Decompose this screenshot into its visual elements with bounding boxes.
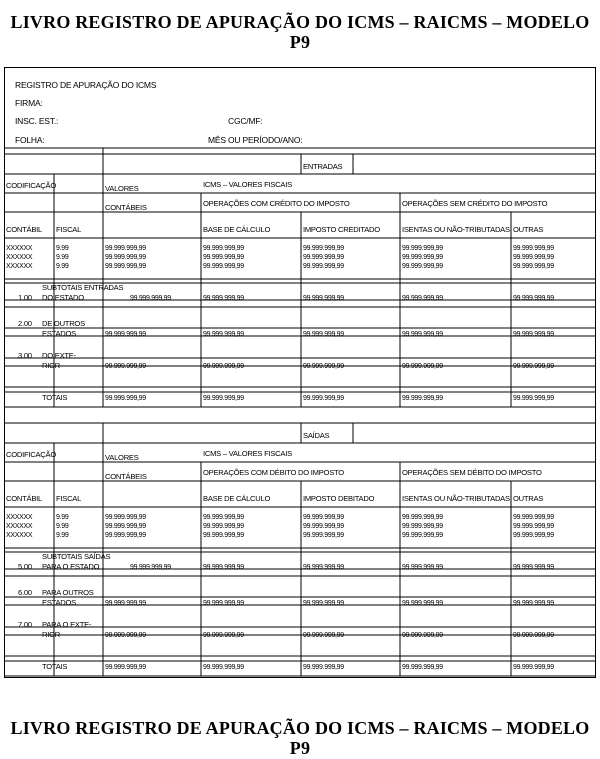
entradas-subtotal-isentas: 99.999.999,99	[402, 331, 443, 338]
entradas-contabeis-label: CONTÁBEIS	[105, 203, 147, 212]
entradas-subtotal-label: ESTADOS	[42, 329, 76, 338]
entradas-row-outras: 99.999.999,99	[513, 263, 554, 270]
cgc-label: CGC/MF:	[228, 116, 263, 126]
saidas-contabeis-label: CONTÁBEIS	[105, 472, 147, 481]
saidas-section-title: SAÍDAS	[303, 431, 330, 440]
saidas-row-outras: 99.999.999,99	[513, 523, 554, 530]
saidas-row-code: XXXXXX	[6, 532, 33, 539]
entradas-subtotal-label: DE OUTROS	[42, 319, 85, 328]
saidas-subtotal-label: RIOR	[42, 630, 60, 639]
entradas-row-base: 99.999.999,99	[203, 254, 244, 261]
saidas-subtotal-valores: 99.999.999,99	[105, 632, 146, 639]
entradas-subtotal-outras: 99.999.999,99	[513, 331, 554, 338]
footer-title-line1: LIVRO REGISTRO DE APURAÇÃO DO ICMS – RAICMS – MODELO	[10, 718, 590, 738]
entradas-subtotal-label: DO ESTADO	[42, 293, 84, 302]
entradas-subtotal-valores: 99.999.999,99	[105, 363, 146, 370]
entradas-subtotal-imposto: 99.999.999,99	[303, 295, 344, 302]
form-title: REGISTRO DE APURAÇÃO DO ICMS	[15, 80, 157, 90]
entradas-subtotal-outras: 99.999.999,99	[513, 295, 554, 302]
entradas-row-code: XXXXXX	[6, 263, 33, 270]
entradas-subtotal-isentas: 99.999.999,99	[402, 295, 443, 302]
entradas-row-isentas: 99.999.999,99	[402, 263, 443, 270]
saidas-contabil-header: CONTÁBIL	[6, 494, 42, 503]
saidas-total-imposto: 99.999.999,99	[303, 664, 344, 671]
entradas-row-code: XXXXXX	[6, 254, 33, 261]
saidas-subtotal-label: SUBTOTAIS SAÍDAS	[42, 552, 111, 561]
saidas-ops-com-label: OPERAÇÕES COM DÉBITO DO IMPOSTO	[203, 468, 344, 477]
saidas-row-base: 99.999.999,99	[203, 532, 244, 539]
insc-est-label: INSC. EST.:	[15, 116, 59, 126]
saidas-total-isentas: 99.999.999,99	[402, 664, 443, 671]
saidas-subtotal-code: 7.00	[18, 620, 32, 629]
entradas-row-isentas: 99.999.999,99	[402, 254, 443, 261]
entradas-row-imposto: 99.999.999,99	[303, 245, 344, 252]
saidas-row-outras: 99.999.999,99	[513, 514, 554, 521]
entradas-row-base: 99.999.999,99	[203, 245, 244, 252]
saidas-subtotal-valores: 99.999.999,99	[105, 600, 146, 607]
entradas-subtotal-imposto: 99.999.999,99	[303, 363, 344, 370]
saidas-row-outras: 99.999.999,99	[513, 532, 554, 539]
entradas-ops-sem-label: OPERAÇÕES SEM CRÉDITO DO IMPOSTO	[402, 199, 548, 208]
saidas-row-imposto: 99.999.999,99	[303, 532, 344, 539]
entradas-codificacao-label: CODIFICAÇÃO	[6, 181, 56, 190]
saidas-outras-header: OUTRAS	[513, 494, 544, 503]
mes-periodo-label: MÊS OU PERÍODO/ANO:	[208, 135, 303, 145]
entradas-subtotal-code: 2.00	[18, 319, 32, 328]
entradas-total-isentas: 99.999.999,99	[402, 395, 443, 402]
saidas-row-code: XXXXXX	[6, 523, 33, 530]
saidas-row-isentas: 99.999.999,99	[402, 514, 443, 521]
saidas-subtotal-outras: 99.999.999,99	[513, 632, 554, 639]
entradas-total-outras: 99.999.999,99	[513, 395, 554, 402]
saidas-subtotal-base: 99.999.999,99	[203, 564, 244, 571]
entradas-row-outras: 99.999.999,99	[513, 254, 554, 261]
entradas-subtotal-code: 1.00	[18, 293, 32, 302]
entradas-base-header: BASE DE CÁLCULO	[203, 225, 271, 234]
saidas-row-cfop: 9.99	[56, 514, 69, 521]
entradas-row-code: XXXXXX	[6, 245, 33, 252]
saidas-base-header: BASE DE CÁLCULO	[203, 494, 271, 503]
saidas-subtotal-outras: 99.999.999,99	[513, 564, 554, 571]
entradas-outras-header: OUTRAS	[513, 225, 544, 234]
entradas-row-imposto: 99.999.999,99	[303, 263, 344, 270]
saidas-subtotal-isentas: 99.999.999,99	[402, 632, 443, 639]
saidas-row-cfop: 9.99	[56, 523, 69, 530]
page-title-line1: LIVRO REGISTRO DE APURAÇÃO DO ICMS – RAICMS – MODELO	[10, 12, 590, 32]
page-footer-title	[0, 718, 600, 758]
entradas-subtotal-valores: 99.999.999,99	[130, 295, 171, 302]
saidas-row-base: 99.999.999,99	[203, 514, 244, 521]
saidas-total-outras: 99.999.999,99	[513, 664, 554, 671]
entradas-subtotal-code: 3.00	[18, 351, 32, 360]
saidas-row-cfop: 9.99	[56, 532, 69, 539]
entradas-row-outras: 99.999.999,99	[513, 245, 554, 252]
saidas-row-valores: 99.999.999,99	[105, 532, 146, 539]
page-title-line2: P9	[289, 32, 311, 52]
entradas-isentas-header: ISENTAS OU NÃO-TRIBUTADAS	[402, 225, 510, 234]
saidas-subtotal-outras: 99.999.999,99	[513, 600, 554, 607]
saidas-fiscal-header: FISCAL	[56, 494, 82, 503]
folha-label: FOLHA:	[15, 135, 45, 145]
saidas-subtotal-code: 5.00	[18, 562, 32, 571]
saidas-subtotal-imposto: 99.999.999,99	[303, 600, 344, 607]
entradas-total-base: 99.999.999,99	[203, 395, 244, 402]
entradas-row-base: 99.999.999,99	[203, 263, 244, 270]
entradas-subtotal-label: DO EXTE-	[42, 351, 76, 360]
entradas-row-cfop: 9.99	[56, 263, 69, 270]
entradas-subtotal-base: 99.999.999,99	[203, 331, 244, 338]
saidas-subtotal-base: 99.999.999,99	[203, 632, 244, 639]
saidas-valores-label: VALORES	[105, 453, 139, 462]
entradas-fiscal-header: FISCAL	[56, 225, 82, 234]
entradas-icms-fiscais-label: ICMS – VALORES FISCAIS	[203, 180, 292, 189]
entradas-total-imposto: 99.999.999,99	[303, 395, 344, 402]
entradas-subtotal-label: RIOR	[42, 361, 60, 370]
saidas-subtotal-label: ESTADOS	[42, 598, 76, 607]
entradas-row-valores: 99.999.999,99	[105, 245, 146, 252]
entradas-row-valores: 99.999.999,99	[105, 254, 146, 261]
entradas-row-valores: 99.999.999,99	[105, 263, 146, 270]
saidas-row-imposto: 99.999.999,99	[303, 514, 344, 521]
saidas-row-base: 99.999.999,99	[203, 523, 244, 530]
saidas-imposto-header: IMPOSTO DEBITADO	[303, 494, 375, 503]
saidas-subtotal-valores: 99.999.999,99	[130, 564, 171, 571]
entradas-totais-label: TOTAIS	[42, 393, 68, 402]
entradas-row-cfop: 9.99	[56, 245, 69, 252]
entradas-subtotal-imposto: 99.999.999,99	[303, 331, 344, 338]
entradas-contabil-header: CONTÁBIL	[6, 225, 42, 234]
saidas-total-valores: 99.999.999,99	[105, 664, 146, 671]
entradas-ops-com-label: OPERAÇÕES COM CRÉDITO DO IMPOSTO	[203, 199, 350, 208]
saidas-subtotal-isentas: 99.999.999,99	[402, 600, 443, 607]
saidas-totais-label: TOTAIS	[42, 662, 68, 671]
saidas-subtotal-label: PARA O ESTADO	[42, 562, 100, 571]
entradas-subtotal-base: 99.999.999,99	[203, 295, 244, 302]
saidas-total-base: 99.999.999,99	[203, 664, 244, 671]
saidas-subtotal-label: PARA O EXTE-	[42, 620, 92, 629]
saidas-row-isentas: 99.999.999,99	[402, 523, 443, 530]
entradas-subtotal-label: SUBTOTAIS ENTRADAS	[42, 283, 124, 292]
firma-label: FIRMA:	[15, 98, 43, 108]
saidas-isentas-header: ISENTAS OU NÃO-TRIBUTADAS	[402, 494, 510, 503]
entradas-total-valores: 99.999.999,99	[105, 395, 146, 402]
entradas-subtotal-isentas: 99.999.999,99	[402, 363, 443, 370]
saidas-row-imposto: 99.999.999,99	[303, 523, 344, 530]
footer-title-line2: P9	[289, 738, 311, 758]
entradas-subtotal-outras: 99.999.999,99	[513, 363, 554, 370]
entradas-subtotal-valores: 99.999.999,99	[105, 331, 146, 338]
saidas-subtotal-imposto: 99.999.999,99	[303, 632, 344, 639]
saidas-icms-fiscais-label: ICMS – VALORES FISCAIS	[203, 449, 292, 458]
entradas-imposto-header: IMPOSTO CREDITADO	[303, 225, 380, 234]
entradas-subtotal-base: 99.999.999,99	[203, 363, 244, 370]
saidas-subtotal-isentas: 99.999.999,99	[402, 564, 443, 571]
saidas-row-isentas: 99.999.999,99	[402, 532, 443, 539]
saidas-ops-sem-label: OPERAÇÕES SEM DÉBITO DO IMPOSTO	[402, 468, 542, 477]
saidas-codificacao-label: CODIFICAÇÃO	[6, 450, 56, 459]
saidas-subtotal-imposto: 99.999.999,99	[303, 564, 344, 571]
saidas-row-valores: 99.999.999,99	[105, 523, 146, 530]
entradas-row-imposto: 99.999.999,99	[303, 254, 344, 261]
entradas-valores-label: VALORES	[105, 184, 139, 193]
saidas-subtotal-base: 99.999.999,99	[203, 600, 244, 607]
saidas-subtotal-code: 6.00	[18, 588, 32, 597]
entradas-row-cfop: 9.99	[56, 254, 69, 261]
saidas-row-code: XXXXXX	[6, 514, 33, 521]
saidas-row-valores: 99.999.999,99	[105, 514, 146, 521]
saidas-subtotal-label: PARA OUTROS	[42, 588, 94, 597]
entradas-section-title: ENTRADAS	[303, 162, 343, 171]
entradas-row-isentas: 99.999.999,99	[402, 245, 443, 252]
